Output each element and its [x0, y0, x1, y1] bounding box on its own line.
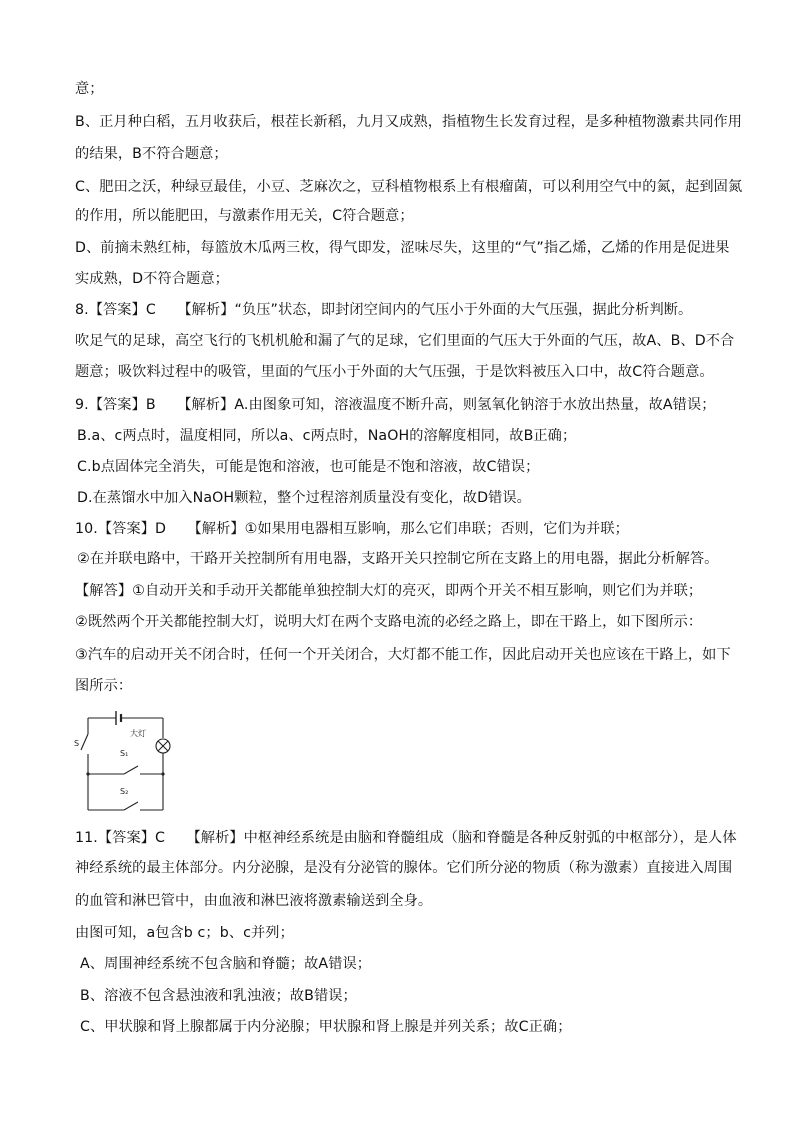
text-line: 意；: [75, 81, 104, 97]
switch-s-label: S: [74, 739, 80, 748]
answer-9-line: 9.【答案】B 【解析】A.由图象可知，溶液温度不断升高，则氢氧化钠溶于水放出热量，故A错误；: [75, 397, 716, 413]
text-line: C、肥田之沃，种绿豆最佳，小豆、芝麻次之，豆科植物根系上有根瘤菌，可以利用空气中的氮，起到固氮: [75, 179, 743, 195]
text-line: D、前摘未熟红柿，每篮放木瓜两三枚，得气即发，涩味尽失，这里的“气”指乙烯，乙烯的作用是促进果: [75, 240, 730, 256]
answer-8-line: 8.【答案】C 【解析】“负压”状态，即封闭空间内的气压小于外面的大气压强，据此分析判断。: [75, 302, 693, 318]
text-line: B.a、c两点时，温度相同，所以a、c两点时，NaOH的溶解度相同，故B正确；: [77, 428, 577, 444]
text-line: C.b点固体完全消失，可能是饱和溶液，也可能是不饱和溶液，故C错误；: [77, 459, 540, 475]
lamp-label: 大灯: [130, 729, 146, 738]
text-line: 图所示：: [75, 678, 133, 694]
text-line: 神经系统的最主体部分。内分泌腺，是没有分泌管的腺体。它们所分泌的物质（称为激素）直接进入周围: [75, 860, 733, 876]
switch-s2-label: S₂: [120, 787, 129, 796]
text-line: 实成熟，D不符合题意；: [75, 271, 229, 287]
text-line: C、甲状腺和肾上腺都属于内分泌腺；甲状腺和肾上腺是并列关系；故C正确；: [80, 1019, 572, 1035]
answer-11-line: 11.【答案】C 【解析】中枢神经系统是由脑和脊髓组成（脑和脊髓是各种反射弧的中枢部分），是人体: [75, 830, 737, 846]
answer-10-line: 10.【答案】D 【解析】①如果用电器相互影响，那么它们串联；否则，它们为并联；: [75, 521, 629, 537]
text-line: 的血管和淋巴管中，由血液和淋巴液将激素输送到全身。: [75, 893, 433, 909]
text-line: B、正月种白稻，五月收获后，根茬长新稻，九月又成熟，指植物生长发育过程，是多种植物激素共同作用: [75, 114, 743, 130]
text-line: 由图可知，a包含b c；b、c并列；: [75, 925, 294, 941]
text-line: 的结果，B不符合题意；: [75, 146, 228, 162]
text-line: ②在并联电路中，干路开关控制所有用电器，支路开关只控制它所在支路上的用电器，据此分析解答。: [77, 551, 719, 567]
circuit-diagram: [72, 708, 182, 814]
text-line: A、周围神经系统不包含脑和脊髓；故A错误；: [80, 956, 372, 972]
text-line: 吹足气的足球，高空飞行的飞机机舱和漏了气的足球，它们里面的气压大于外面的气压，故A、B、D不合: [75, 333, 735, 349]
text-line: ③汽车的启动开关不闭合时，任何一个开关闭合，大灯都不能工作，因此启动开关也应该在干路上，如下: [75, 647, 731, 663]
text-line: ②既然两个开关都能控制大灯，说明大灯在两个支路电流的必经之路上，即在干路上，如下图所示：: [75, 614, 703, 630]
text-line: B、溶液不包含悬浊液和乳浊液；故B错误；: [80, 988, 357, 1004]
text-line: 的作用，所以能肥田，与激素作用无关，C符合题意；: [75, 208, 414, 224]
switch-s1-label: S₁: [120, 749, 129, 758]
text-line: 题意；吸饮料过程中的吸管，里面的气压小于外面的大气压强，于是饮料被压入口中，故C符合题意。: [75, 364, 714, 380]
text-line: D.在蒸馏水中加入NaOH颗粒，整个过程溶剂质量没有变化，故D错误。: [77, 490, 531, 506]
text-line: 【解答】①自动开关和手动开关都能单独控制大灯的亮灭，即两个开关不相互影响，则它们为并联；: [75, 583, 703, 599]
